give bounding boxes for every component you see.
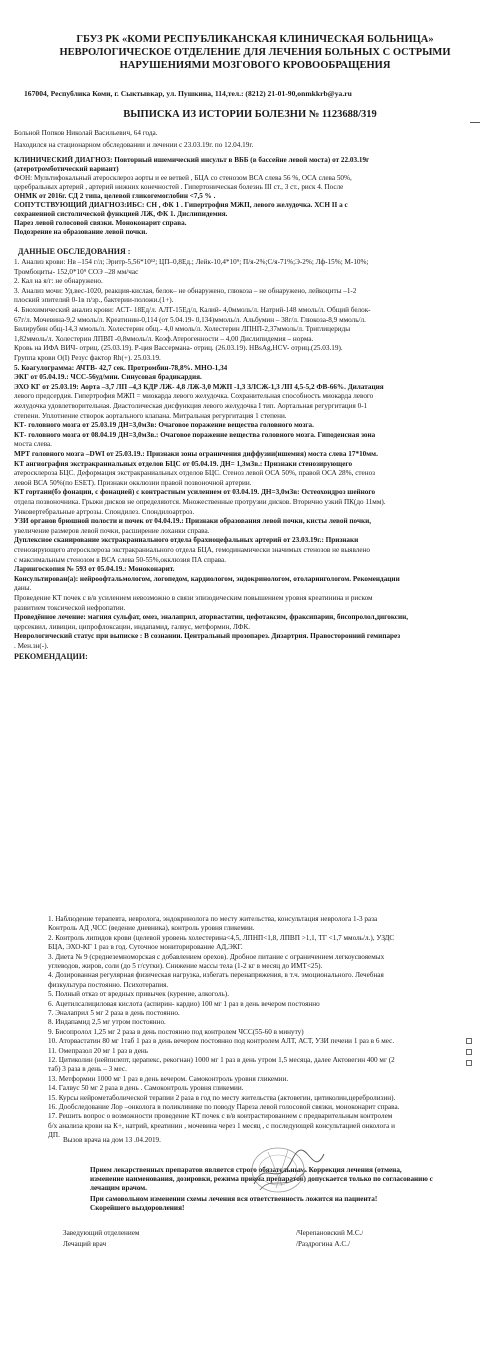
exam-line: увеличение размеров левой почки, расширение лоханки справа. xyxy=(14,526,210,535)
exam-line: 3. Анализ мочи: Уд.вес-1020, реакция-кислая, белок– не обнаружено, глюкоза – не обнаружено, лейкоциты –1-2 xyxy=(14,286,357,295)
recommendation-line: 7. Эналаприл 5 мг 2 раза в день постоянно. xyxy=(48,1009,180,1017)
exam-line: Проведение КТ почек с в/в усилением невозможно в связи эпизодическим повышением уровня креатинина и риском xyxy=(14,594,373,602)
recommendation-line: 6. Ацетилсалициловая кислота (аспирин- кардио) 100 мг 1 раз в день вечером постоянно xyxy=(48,999,320,1008)
exam-line: Дуплексное сканирование экстракраниального отдела брахиоцефальных артерий от 23.03.19г.: Признаки xyxy=(14,536,359,545)
exam-line: Тромбоциты- 152,0*10⁹ СОЭ –28 мм/час xyxy=(14,267,139,276)
exam-line: Кровь на ИФА ВИЧ- отриц. (25.03.19). Р-ция Вассермана- отриц. (26.03.19). HBsAg,HCV- отриц.(25.03.19). xyxy=(14,344,343,353)
attending-doctor-label: Лечащий врач xyxy=(63,1240,107,1248)
exam-line: стенозирующего атеросклероза экстракраниального отдела БЦА, гемодинамически значимых стенозов не выявлено xyxy=(14,546,370,554)
recommendation-line: таб) 3 раза в день – 3 мес. xyxy=(48,1065,127,1074)
clinical-diagnosis-variant: (атеротромботический вариант) xyxy=(14,165,119,173)
exam-line: КТ- головного мозга от 25.03.19 ДН=3,0мЗв: Очаговое поражение вещества головного мозга. xyxy=(14,421,314,430)
warning-line: Прием лекарственных препаратов является строго обязательным. Коррекция лечения (отмена, xyxy=(90,1166,402,1174)
recommendation-line: 2. Контроль липидов крови (целевой уровень холестерина<4,5, ЛПНП<1,8, ЛПВП >1,1, ТГ <1,7 ммоль/л.), УЗДС xyxy=(48,933,395,942)
exam-line: МРТ головного мозга –DWI от 25.03.19.: Признаки зоны ограничения диффузии(ишемия) моста слева 17*10мм. xyxy=(14,450,378,458)
exam-line: 1,82ммоль/л. Холестерин ЛПВП -0,8ммоль/л. Коэф.Атерогенности – 4,00 Дислипидемия – норма. xyxy=(14,334,314,343)
org-line-3: НАРУШЕНИЯМИ МОЗГОВОГО КРОВООБРАЩЕНИЯ xyxy=(119,60,391,71)
selection-handles xyxy=(462,1038,476,1066)
attending-doctor-name: /Раздрогина А.С./ xyxy=(296,1240,350,1248)
accompanying-diagnosis-2: сохраненной систолической функцией ЛЖ, ФК 1. Дислипидемия. xyxy=(14,210,228,218)
recommendation-line: 10. Аторвастатин 80 мг 1таб 1 раз в день вечером постоянно под контролем АЛТ, АСТ, УЗИ печени 1 раз в 6 мес. xyxy=(48,1037,395,1046)
org-line-2: НЕВРОЛОГИЧЕСКОЕ ОТДЕЛЕНИЕ ДЛЯ ЛЕЧЕНИЯ БОЛЬНЫХ С ОСТРЫМИ xyxy=(59,47,451,58)
exam-line: КТ гортани(бэ фонации, с фонацией) с контрастным усилением от 03.04.19. ДН=3,0мЗв: Остеохондроз шейного xyxy=(14,488,376,497)
recommendation-line: ДП. xyxy=(48,1131,60,1140)
scan-mark xyxy=(470,122,480,123)
exam-line: плоский эпителий 0-1в п/зр., бактерии-положи.(1+). xyxy=(14,296,174,305)
recommendation-line: 17. Решить вопрос о возможности проведение КТ почек с в/в контрастированием с предварительным контролем xyxy=(48,1112,393,1121)
exam-line: ЭХО КГ от 25.03.19: Аорта –3,7 ЛП –4,3 КДР ЛЖ- 4,8 ЛЖ-3,0 МЖП -1,3 ЗЛСЖ-1,3 ЛП 4,5-5,2 ФВ-66%. Дилатация xyxy=(14,382,384,391)
exam-line: 67г/л. Мочевина-9,2 ммоль/л. Креатинин-0,114 (от 5.04.19- 0,134)ммоль/л. Альбумин – 38г/л. Глюкоза-8,9 ммоль/л. xyxy=(14,315,366,324)
exam-line: КТ- головного мозга от 08.04.19 ДН=3,0мЗв.: Очаговое поражение вещества головного мозга. Гиподенсная зона xyxy=(14,430,376,439)
exam-line: РЕКОМЕНДАЦИИ: xyxy=(14,651,88,661)
exam-line: церсеквил, ливицин, ципрофлоксацин, индапамид, галвус, метформин, ЛФК. xyxy=(14,622,251,631)
recommendation-line: 8. Индапамид 2,5 мг утром постоянно. xyxy=(48,1018,166,1027)
exam-line: Консультирован(а): нейроофтальмологом, логопедом, кардиологом, эндокринологом, отоларингологом. Рекомендации xyxy=(14,574,400,583)
extra-diagnosis-1: Парез левой голосовой связки. Моноконарит справа. xyxy=(14,219,187,227)
exam-line: Ларингоскопия № 593 от 05.04.19.: Моноконарит. xyxy=(14,565,175,574)
exam-line: отдела позвоночника. Грыжи дисков не определяются. Множественные протрузии дисков. Вторично узкий ПК(до 11мм). xyxy=(14,498,386,506)
recommendation-line: 13. Метформин 1000 мг 1 раз в день вечером. Самоконтроль уровня гликемии. xyxy=(48,1074,289,1083)
recommendation-line: 12. Цитиколин (нейпилепт, церапекс, рекогнан) 1000 мг 1 раз в день утром 1,5 месяца, далее Актовегин 400 мг (2 xyxy=(48,1056,395,1064)
exam-line: Неврологический статус при выписке : В сознании. Центральный прозопарез. Дизартрия. Правосторонний гемипарез xyxy=(14,632,401,641)
exam-line: Группа крови О(I) Резус фактор Rh(+). 25.03.19. xyxy=(14,354,161,362)
document-title: ВЫПИСКА ИЗ ИСТОРИИ БОЛЕЗНИ № 1123688/319 xyxy=(123,109,377,120)
exam-line: левого предсердия. Гипертрофия МЖП = миокарда левого желудочка. Сохранительная способность миокарда левого xyxy=(14,392,374,401)
exam-line: 1. Анализ крови: Нв –154 г/л; Эритр-5,56*10¹²; ЦП–0,8Ед.; Лейк-10,4*10⁹; П/я-2%;С/я-71%;Э-2%; Лф-15%; М-10%; xyxy=(14,258,369,266)
exam-line: желудочка удовлетворительная. Диастолическая дисфункция левого желудочка I тип. Аортальная регургитация 0-1 xyxy=(14,402,368,410)
exam-line: КТ ангиография экстракраниальных отделов БЦС от 05.04.19. ДН= 1,3мЗв.: Признаки стенозирующего xyxy=(14,459,353,468)
recommendation-line: Контроль АД ,ЧСС (ведение дневника), контроль уровня гликемии. xyxy=(48,924,255,933)
recommendation-line: физкультура постоянно. Психотерапия. xyxy=(48,980,169,989)
doctor-visit-line: Вызов врача на дом 13 .04.2019. xyxy=(63,1136,161,1144)
recommendation-line: 1. Наблюдение терапевта, невролога, эндокринолога по месту жительства, консультация невролога 1-3 раза xyxy=(48,915,378,923)
exam-line: развитием токсической нефропатии. xyxy=(14,603,126,612)
exam-line: Проведённое лечение: магния сульфат, омез, эналаприл, аторвастатин, цефотаксим, фраксипарин, бисопролол,дигоксин, xyxy=(14,613,409,622)
background-diagnosis-2: церебральных артерий , артерий нижних конечностей . Гипертоническая болезнь III ст., 3 ст., риск 4. После xyxy=(14,183,344,191)
stay-period: Находился на стационарном обследовании и лечении с 23.03.19г. по 12.04.19г. xyxy=(14,141,254,149)
document-page-2 xyxy=(0,905,489,1364)
recommendation-line: 16. Дообследование Лор –онколога в поликлинике по поводу Пареза левой голосовой связки, моноконарит справа. xyxy=(48,1103,400,1111)
organization-header xyxy=(40,33,470,72)
exam-line: с максимальным стенозом в ВСА слева 50-55%,окклюзия ПА справа. xyxy=(14,555,227,564)
signature-stamp xyxy=(248,1140,328,1200)
clinical-diagnosis: КЛИНИЧЕСКИЙ ДИАГНОЗ: Повторный ишемический инсульт в ВББ (в бассейне левой моста) от 22.03.19г xyxy=(14,156,370,164)
exam-line: степени. Уплотнение створок аортального клапана. Митральная регургитация 1 степени. xyxy=(14,411,287,420)
head-of-department-name: /Черепановский М.С./ xyxy=(296,1229,364,1237)
exam-line: даны. xyxy=(14,584,32,593)
recommendation-line: БЦА, ЭХО-КГ 1 раз в год. Суточное мониторирование АД,ЭКГ. xyxy=(48,943,243,952)
recommendation-line: 5. Полный отказ от вредных привычек (курение, алкоголь). xyxy=(48,990,229,999)
exam-line: 5. Коагулограмма: АЧТВ- 42,7 сек. Протромбин-78,8%. МНО-1,34 xyxy=(14,363,228,372)
background-diagnosis-3: ОНМК от 2016г. СД 2 типа, целевой гликогемоглобин <7,5 % . xyxy=(14,192,216,200)
head-of-department-label: Заведующий отделением xyxy=(63,1229,140,1237)
recommendation-line: 3. Диета № 9 (среднеземноморская с добавлением орехов). Дробное питание с ограничением легкоусвояемых xyxy=(48,952,385,961)
accompanying-diagnosis: СОПУТСТВУЮЩИЙ ДИАГНОЗ:ИБС: СН , ФК 1 . Гипертрофия МЖП, левого желудочка. ХСН II а с xyxy=(14,201,348,209)
recommendation-line: углеводов, жиров, соли (до 5 г/сутки). Снижение массы тела (1-2 кг в месяц до ИМТ<25). xyxy=(48,962,323,970)
exam-line: моста слева. xyxy=(14,440,52,449)
warning-line: лечащим врачом. xyxy=(90,1184,147,1192)
warning-line: При самовольном изменении схемы лечения вся ответственность ложится на пациента! xyxy=(90,1195,378,1203)
exam-line: атеросклероза БЦС. Деформация экстракраниальных отделов БЦС. Стеноз левой ОСА 50%, правой ОСА 28%, стеноз xyxy=(14,469,376,478)
warning-line: изменение наименования, дозировки, режима приема препаратов) допускается только по согласованию с xyxy=(90,1175,433,1183)
exam-line: ЭКГ от 05.04.19.: ЧСС-56уд/мин. Синусовая брадикардия. xyxy=(14,373,202,382)
background-diagnosis: ФОН: Мультифокальный атеросклероз аорты и ее ветвей , БЦА со стенозом ВСА слева 56 %, ОСА слева 50%, xyxy=(14,174,352,182)
exam-line: 2. Кал на я/г: не обнаружено. xyxy=(14,277,103,286)
exam-line: Унковертебральные артрозы. Спондилез. Спондилоартроз. xyxy=(14,507,195,516)
exam-line: . Мен.зн(-). xyxy=(14,642,49,650)
recommendation-line: 14. Галвус 50 мг 2 раза в день . Самоконтроль уровня гликемии. xyxy=(48,1084,244,1093)
organization-address: 167004, Республика Коми, г. Сыктывкар, ул. Пушкина, 114,тел.: (8212) 21-01-90,onmkkrb@ya.ru xyxy=(24,89,352,98)
recommendation-line: 15. Курсы нейрометаболической терапии 2 раза в год по месту жительства (актовегин, цитиколин,церебролизин). xyxy=(48,1093,396,1102)
exam-line: Билирубин общ-14,3 ммоль/л. Холестерин общ.- 4,0 ммоль/л. Холестерин ЛПНП-2,37ммоль/л. Триглицериды xyxy=(14,325,351,334)
exam-heading: ДАННЫЕ ОБСЛЕДОВАНИЯ : xyxy=(18,247,131,256)
recommendation-line: б/х анализа крови на К+, натрий, креатинин , мочевина через 1 месяц , с последующей консультацией онколога и xyxy=(48,1121,395,1130)
extra-diagnosis-2: Подозрение на образование левой почки. xyxy=(14,228,148,236)
exam-line: УЗИ органов брюшной полости и почек от 04.04.19.: Признаки образования левой почки, кисты левой почки, xyxy=(14,517,372,526)
org-line-1: ГБУЗ РК «КОМИ РЕСПУБЛИКАНСКАЯ КЛИНИЧЕСКАЯ БОЛЬНИЦА» xyxy=(76,34,434,45)
recommendation-line: 9. Бисопролол 1,25 мг 2 раза в день постоянно под контролем ЧСС(55-60 в минуту) xyxy=(48,1027,304,1036)
page-gap xyxy=(0,690,489,905)
exam-line: 4. Биохимический анализ крови: АСТ- 18Ед/л. АЛТ-15Ед/л, Калий- 4,0ммоль/л. Натрий-148 ммоль/л. Общий белок- xyxy=(14,306,371,314)
warning-line: Скорейшего выздоровления! xyxy=(90,1204,185,1212)
patient-name: Больной Попков Николай Васильевич, 64 года. xyxy=(14,129,158,137)
recommendation-line: 4. Дозированная регулярная физическая нагрузка, избегать перенапряжения, в т.ч. эмоционального. Лечебная xyxy=(48,971,384,980)
recommendation-line: 11. Омепразол 20 мг 1 раз в день xyxy=(48,1046,149,1055)
exam-line: левой ВСА 50%(по ESET). Признаки окклюзии правой позвоночной артерии. xyxy=(14,478,252,487)
